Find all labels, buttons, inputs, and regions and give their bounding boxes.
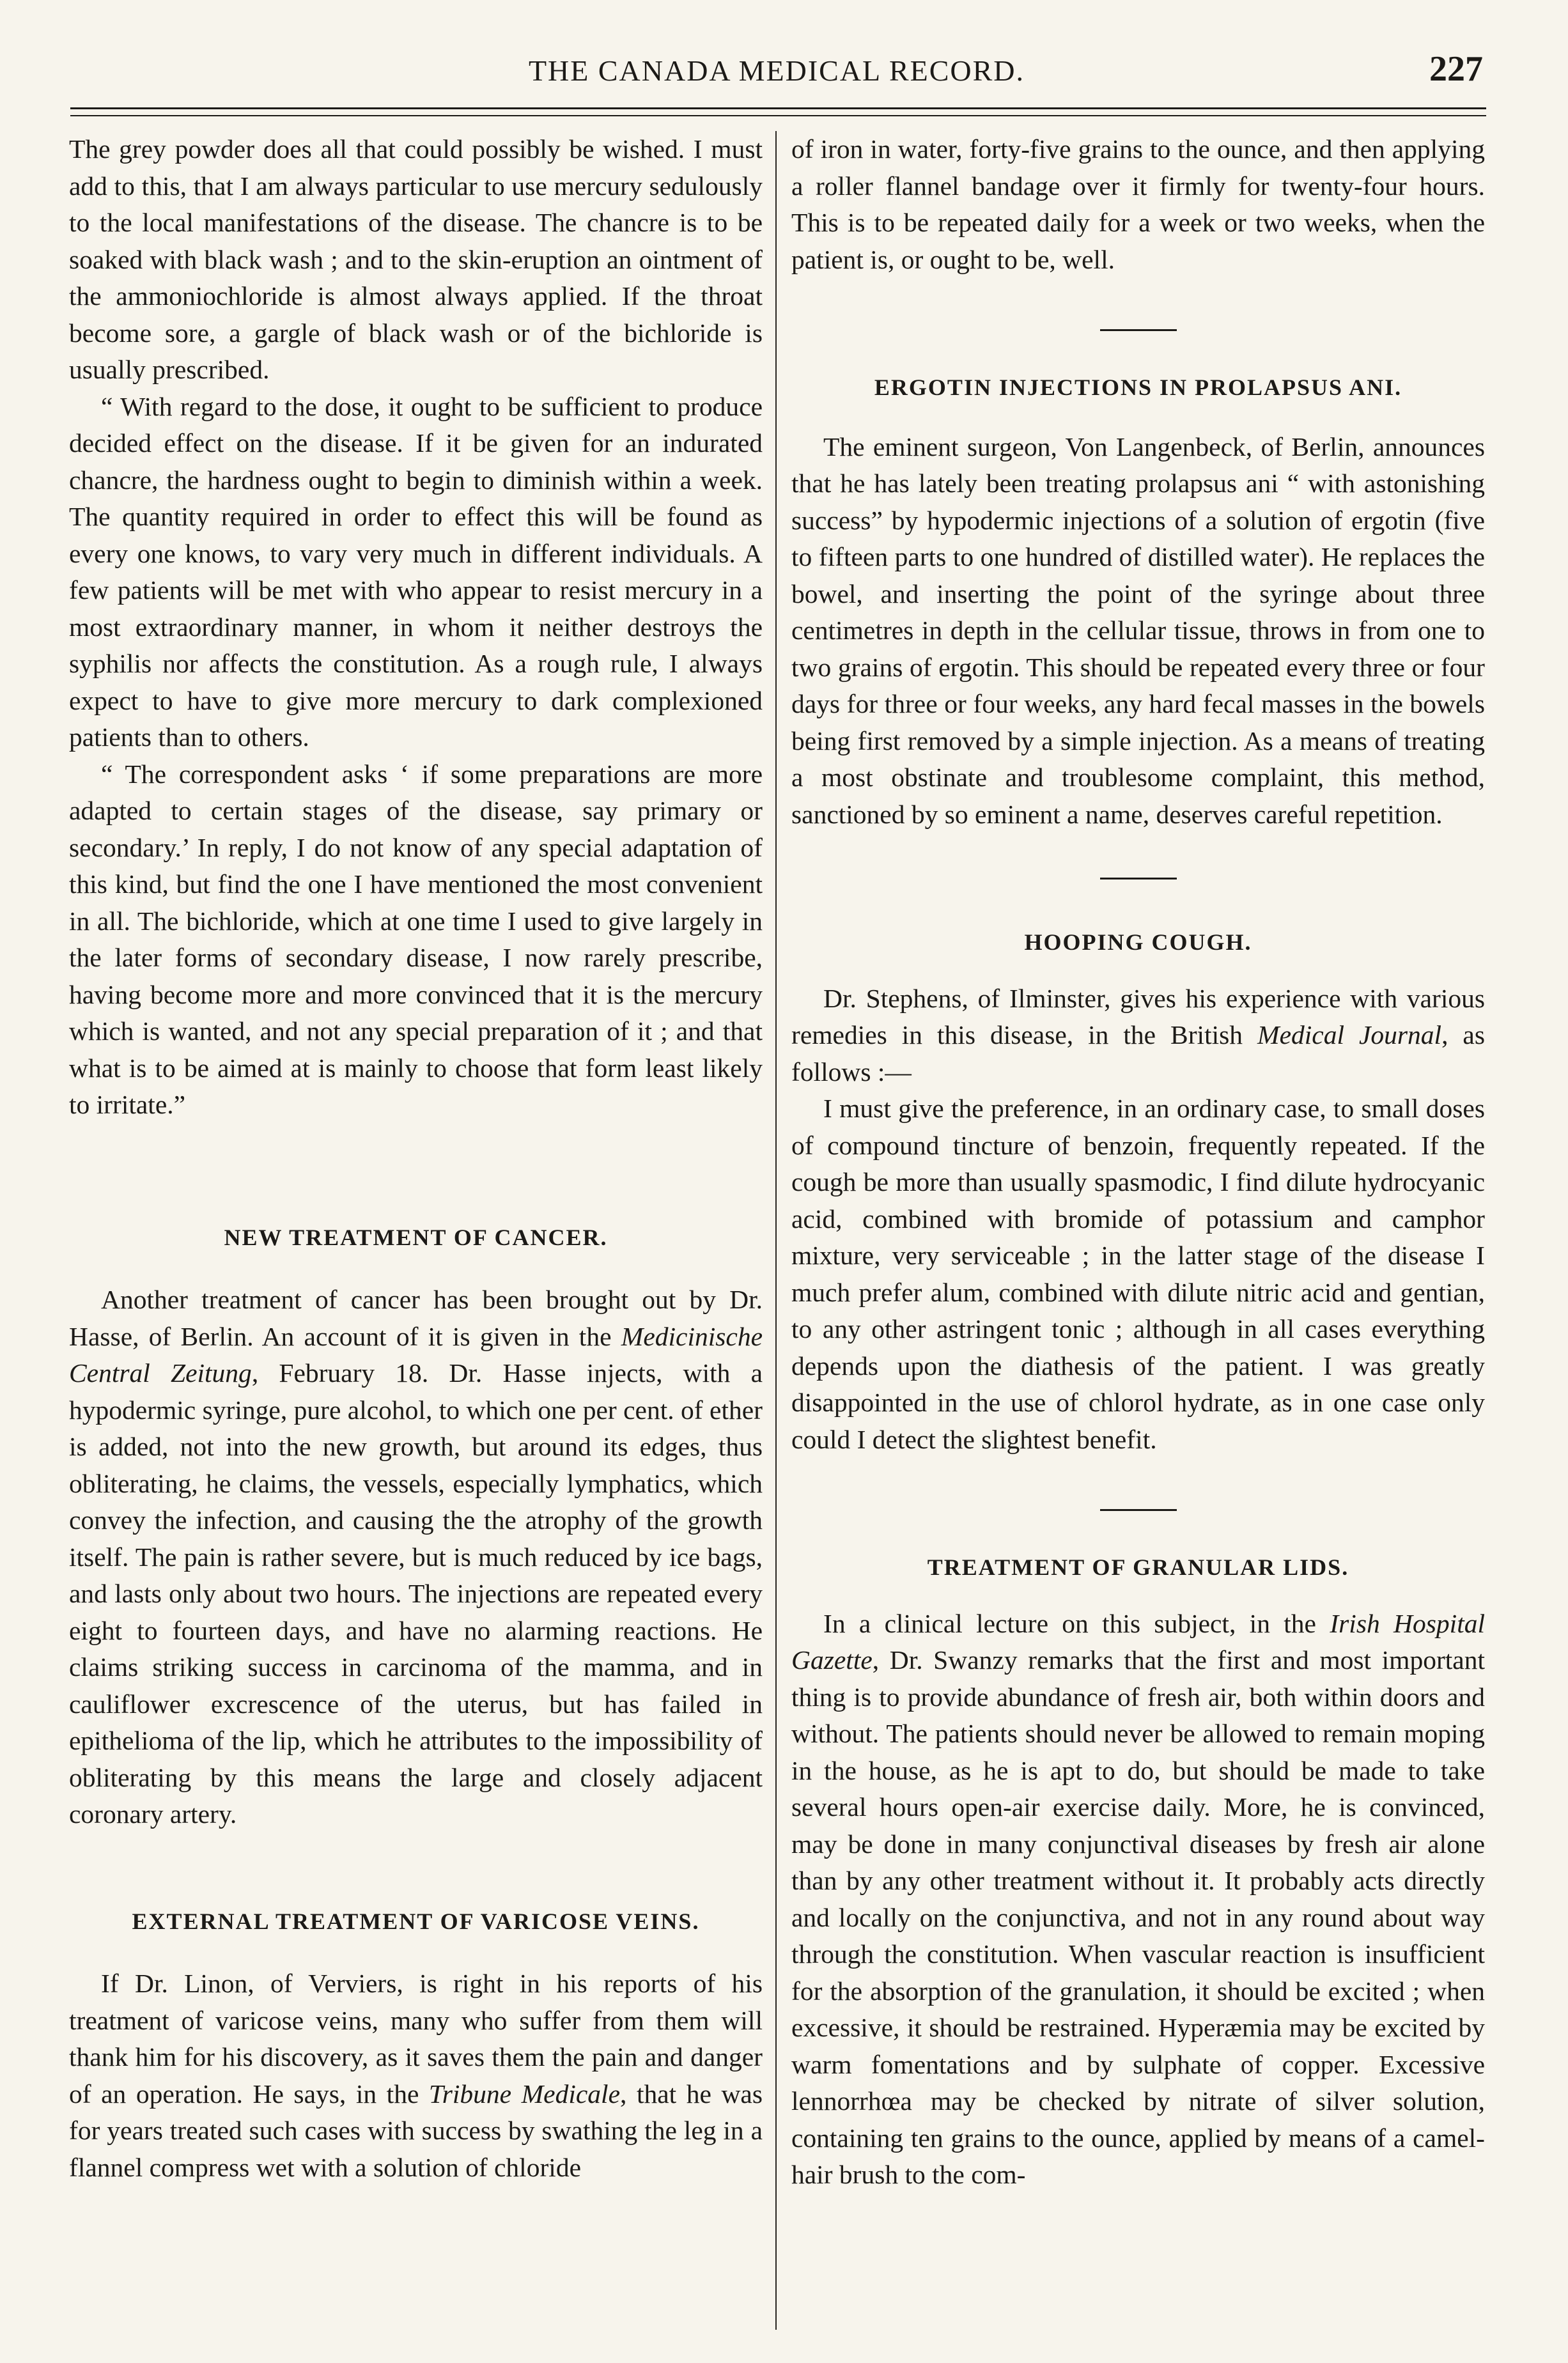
page-number: 227 bbox=[1429, 49, 1483, 89]
granular-text-b: , Dr. Swanzy remarks that the first and most important thing is to provide abundance of fresh air, both within doors and without. The patients should never be allowed to remain moping in the house, as he is apt to do, but should be made to take several hours open-air exercise daily. More, he is convinced, may be done in many conjunctival diseases by fresh air alone than by any other treatment without it. It probably acts directly and locally on the conjunctiva, and not in any round about way through the constitution. When vascular reaction is insufficient for the absorption of the granulation, it should be excited ; when excessive, it should be restrained. Hyperæmia may be excited by warm fomentations and by sulphate of copper. Excessive lennorrhœa may be checked by nitrate of silver solution, containing ten grains to the ounce, applied by means of a camel-hair brush to the com- bbox=[791, 1645, 1485, 2189]
paragraph-hooping-body: I must give the preference, in an ordinary case, to small doses of compound tincture of benzoin, frequently repeated. If the cough be more than usually spasmodic, I find dilute hydrocyanic acid, combined with bromide of potassium and camphor mixture, very serviceable ; in the latter stage of the disease I much prefer alum, combined with dilute nitric acid and gentian, to any other astringent tonic ; although in all cases everything depends upon the diathesis of the patient. I was greatly disappointed in the use of chlorol hydrate, as in one case only could I detect the slightest benefit. bbox=[791, 1094, 1485, 1454]
paragraph-granular bbox=[791, 1606, 1485, 2194]
paragraph-dose: “ With regard to the dose, it ought to be sufficient to produce decided effect on the disease. If it be given for an indurated chancre, the hardness ought to begin to diminish within a week. The quantity required in order to effect this will be found as every one knows, to vary very much in different individuals. A few patients will be met with who appear to resist mercury in a most extraordinary manner, in whom it neither destroys the syphilis nor affects the constitution. As a rough rule, I always expect to have to give more mercury to dark complexioned patients than to others. bbox=[69, 391, 763, 752]
paragraph-ergotin: The eminent surgeon, Von Langenbeck, of Berlin, announces that he has lately been treating prolapsus ani “ with astonishing success” by hypodermic injections of a solution of ergotin (five to fifteen parts to one hundred of distilled water). He replaces the bowel, and inserting the point of the syringe about three centimetres in depth in the cellular tissue, throws in from one to two grains of ergotin. This should be repeated every three or four days for three or four weeks, any hard fecal masses in the bowels being first removed by a simple injection. As a means of treating a most obstinate and troublesome complaint, this method, sanctioned by so eminent a name, deserves careful repetition. bbox=[791, 431, 1485, 829]
cancer-text-b: , February 18. Dr. Hasse injects, with a hypodermic syringe, pure alcohol, to which one per cent. of ether is added, not into the new growth, but around its edges, thus obliterating, he claims, the vessels, especially lymphatics, which convey the infection, and causing the the atrophy of the growth itself. The pain is rather severe, but is much reduced by ice bags, and lasts only about two hours. The injections are repeated every eight to fourteen days, and have no alarming reactions. He claims striking success in carcinoma of the mamma, and in cauliflower excrescence of the uterus, but has failed in epithelioma of the lip, which he attributes to the impossibility of obliterating by this means the large and closely adjacent coronary artery. bbox=[69, 1358, 763, 1829]
header-rule bbox=[70, 107, 1486, 109]
granular-text-a: In a clinical lecture on this subject, in the bbox=[823, 1608, 1330, 1638]
paragraph-hooping-intro bbox=[791, 980, 1485, 1091]
section-title-granular-lids: TREATMENT OF GRANULAR LIDS. bbox=[927, 1554, 1349, 1580]
section-title-varicose: EXTERNAL TREATMENT OF VARICOSE VEINS. bbox=[132, 1908, 700, 1934]
paragraph-cancer bbox=[69, 1282, 763, 1833]
journal-name-medicinische: Medicinische Central Zeitung bbox=[69, 1321, 763, 1388]
journal-name-tribune: Tribune Medicale bbox=[428, 2079, 621, 2109]
section-title-cancer: NEW TREATMENT OF CANCER. bbox=[224, 1224, 608, 1250]
section-title-ergotin: ERGOTIN INJECTIONS IN PROLAPSUS ANI. bbox=[874, 375, 1402, 400]
varicose-text-a: If Dr. Linon, of Verviers, is right in his reports of his treatment of varicose veins, many who suffer from them will thank him for his discovery, as it saves them the pain and danger of an operation. He says, in the bbox=[69, 1969, 763, 2109]
left-column bbox=[69, 131, 763, 2186]
header-rule-secondary bbox=[70, 115, 1486, 116]
hooping-text-a: Dr. Stephens, of Ilminster, gives his experience with various remedies in this disease, in the British bbox=[791, 983, 1485, 1050]
column-divider bbox=[775, 131, 777, 2330]
hooping-text-b: , as follows :— bbox=[791, 1020, 1485, 1087]
varicose-text-b: , that he was for years treated such cases with success by swathing the leg in a flannel compress wet with a solution of chloride bbox=[69, 2079, 763, 2182]
paragraph-correspondent: “ The correspondent asks ‘ if some preparations are more adapted to certain stages of the disease, say primary or secondary.’ In reply, I do not know of any special adaptation of this kind, but find the one I have mentioned the most convenient in all. The bichloride, which at one time I used to give largely in the later forms of secondary disease, I now rarely prescribe, having become more and more convinced that it is the mercury which is wanted, and not any special preparation of it ; and that what is to be aimed at is mainly to choose that form least likely to irritate.” bbox=[69, 759, 763, 1119]
cancer-text-a: Another treatment of cancer has been brought out by Dr. Hasse, of Berlin. An account of it is given in the bbox=[69, 1285, 763, 1351]
page-header bbox=[70, 45, 1483, 102]
paragraph-grey-powder: The grey powder does all that could possibly be wished. I must add to this, that I am always particular to use mercury sedulously to the local manifestations of the disease. The chancre is to be soaked with black wash ; and to the skin-eruption an ointment of the ammoniochloride is almost always applied. If the throat become sore, a gargle of black wash or of the bichloride is usually prescribed. bbox=[69, 134, 763, 384]
journal-name-medical-journal: Medical Journal bbox=[1257, 1020, 1442, 1050]
paragraph-varicose bbox=[69, 1965, 763, 2186]
right-column bbox=[791, 131, 1485, 2194]
running-head: THE CANADA MEDICAL RECORD. bbox=[528, 54, 1025, 87]
paragraph-iron-solution: of iron in water, forty-five grains to the ounce, and then applying a roller flannel bandage over it firmly for twenty-four hours. This is to be repeated daily for a week or two weeks, when the patient is, or ought to be, well. bbox=[791, 134, 1485, 274]
journal-name-irish-hospital: Irish Hospital Gazette bbox=[791, 1608, 1485, 1675]
section-title-hooping-cough: HOOPING COUGH. bbox=[1024, 929, 1252, 955]
